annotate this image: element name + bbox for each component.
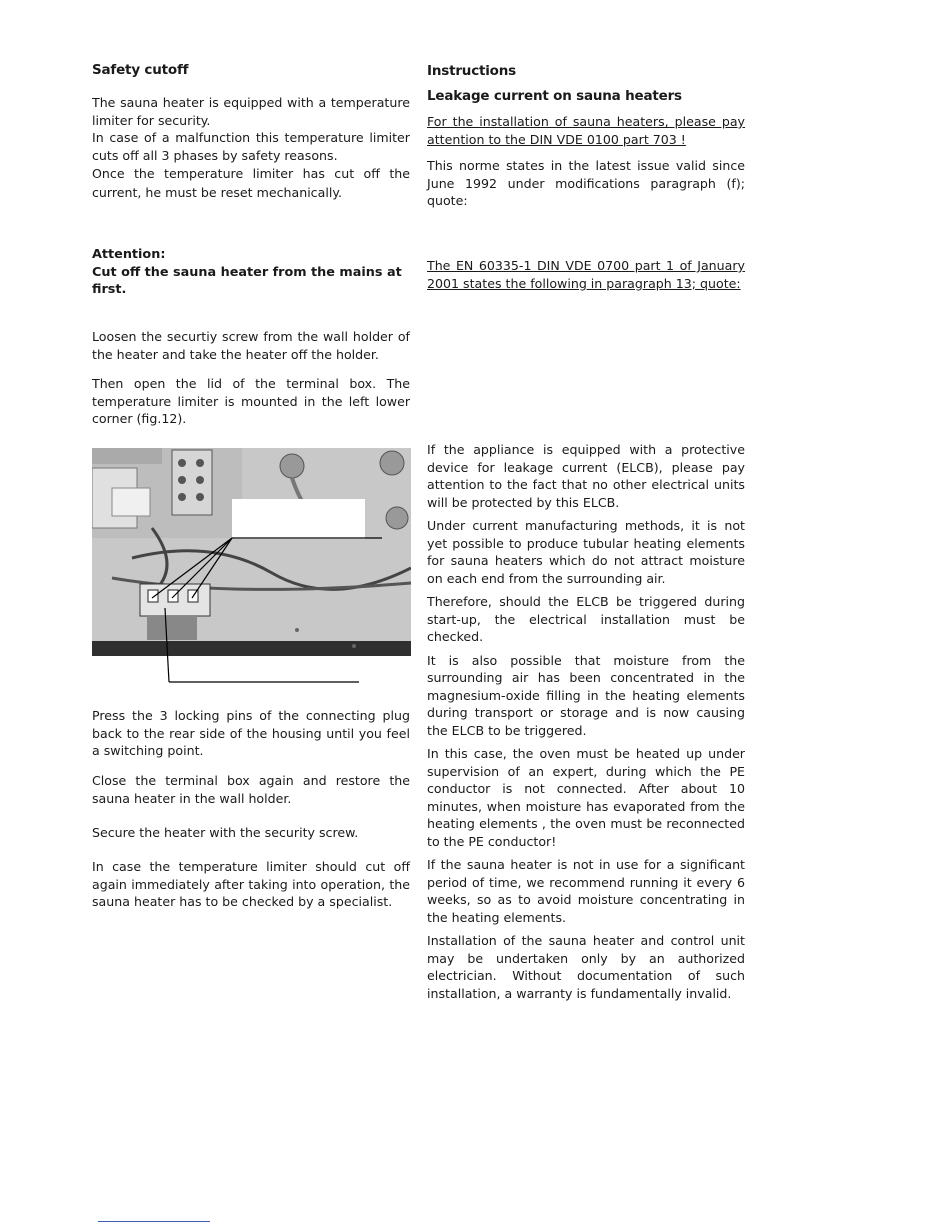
paragraph: The EN 60335-1 DIN VDE 0700 part 1 of January 2001 states the following in paragraph 13; quote:	[427, 258, 745, 291]
din-vde-note	[427, 113, 745, 148]
attention-text: Cut off the sauna heater from the mains at first.	[92, 264, 402, 297]
paragraph: In case the temperature limiter should cut off again immediately after taking into operation, the sauna heater has to be checked by a specialist.	[92, 859, 410, 909]
paragraph: Press the 3 locking pins of the connecting plug back to the rear side of the housing until you feel a switching point.	[92, 708, 410, 758]
paragraph: The sauna heater is equipped with a temperature limiter for security.	[92, 95, 410, 128]
attention-label: Attention:	[92, 247, 166, 262]
en-60335-note	[427, 257, 745, 292]
paragraph: If the appliance is equipped with a protective device for leakage current (ELCB), please pay attention to the fact that no other electrical units will be protected by this ELCB.	[427, 442, 745, 510]
elcb-text	[427, 441, 745, 1002]
procedure-text-2	[92, 375, 410, 428]
callout-leader-lines	[92, 448, 422, 688]
paragraph: In this case, the oven must be heated up under supervision of an expert, during which the PE conductor is not connected. After about 10 minutes, when moisture has evaporated from the heating elements , the oven must be reconnected to the PE conductor!	[427, 746, 745, 849]
paragraph: Loosen the securtiy screw from the wall holder of the heater and take the heater off the holder.	[92, 329, 410, 362]
procedure-text-3	[92, 707, 410, 760]
paragraph: Secure the heater with the security screw.	[92, 825, 359, 840]
paragraph: Once the temperature limiter has cut off the current, he must be reset mechanically.	[92, 166, 410, 200]
safety-cutoff-text	[92, 94, 410, 202]
paragraph: In case of a malfunction this temperature limiter cuts off all 3 phases by safety reasons.	[92, 130, 410, 163]
paragraph: If the sauna heater is not in use for a significant period of time, we recommend running it every 6 weeks, so as to avoid moisture concentrating in the heating elements.	[427, 857, 745, 925]
paragraph: This norme states in the latest issue valid since June 1992 under modifications paragraph (f); quote:	[427, 158, 745, 208]
procedure-text-1	[92, 328, 410, 363]
paragraph: Under current manufacturing methods, it is not yet possible to produce tubular heating elements for sauna heaters which do not attract moisture on each end from the surrounding air.	[427, 518, 745, 586]
paragraph: Installation of the sauna heater and control unit may be undertaken only by an authorized electrician. Without documentation of such installation, a warranty is fundamentally invalid.	[427, 933, 745, 1001]
procedure-text-6	[92, 858, 410, 911]
attention-block	[92, 246, 410, 299]
procedure-text-5	[92, 824, 410, 842]
paragraph: It is also possible that moisture from the surrounding air has been concentrated in the magnesium-oxide filling in the heating elements during transport or storage and is now causing the ELCB to be triggered.	[427, 652, 745, 738]
procedure-text-4	[92, 772, 410, 807]
norme-note	[427, 157, 745, 210]
paragraph: For the installation of sauna heaters, please pay attention to the DIN VDE 0100 part 703 !	[427, 114, 745, 147]
paragraph: Therefore, should the ELCB be triggered during start-up, the electrical installation must be checked.	[427, 594, 745, 644]
instructions-heading: Instructions	[427, 63, 516, 79]
paragraph: Then open the lid of the terminal box. The temperature limiter is mounted in the left lower corner (fig.12).	[92, 376, 410, 426]
leakage-current-heading: Leakage current on sauna heaters	[427, 88, 682, 104]
footer-rule	[98, 1221, 210, 1222]
safety-cutoff-heading: Safety cutoff	[92, 62, 189, 78]
paragraph: Close the terminal box again and restore the sauna heater in the wall holder.	[92, 773, 410, 806]
